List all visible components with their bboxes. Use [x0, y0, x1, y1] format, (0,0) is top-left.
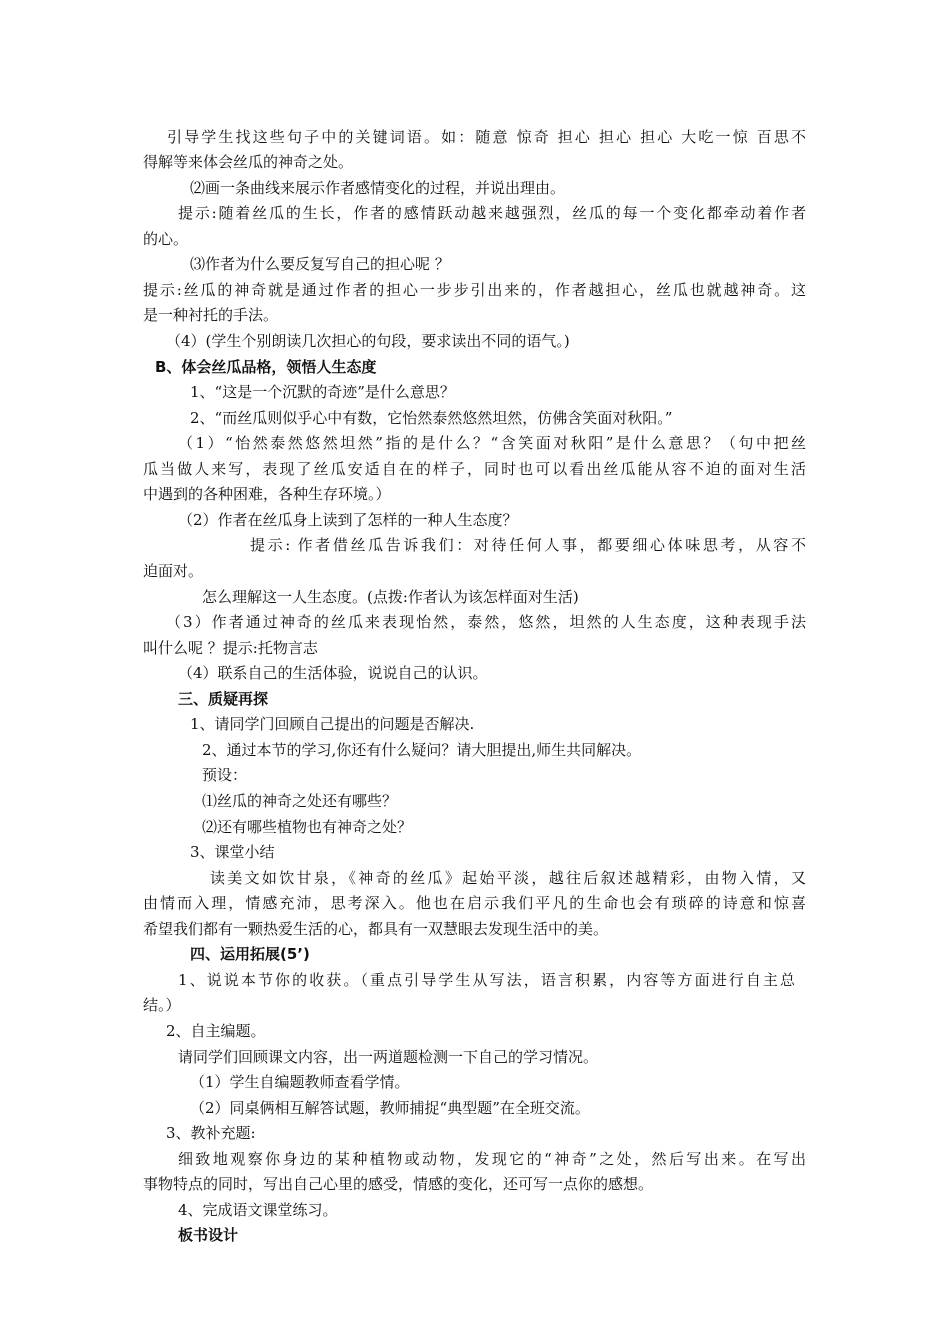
text-line: 是一种衬托的手法。 — [143, 306, 279, 324]
text-line: 4、完成语文课堂练习。 — [178, 1201, 338, 1219]
text-line: 请同学们回顾课文内容，出一两道题检测一下自己的学习情况。 — [178, 1048, 599, 1066]
text-line: 怎么理解这一人生态度。(点拨:作者认为该怎样面对生活) — [202, 588, 579, 606]
text-line: 瓜当做人来写，表现了丝瓜安适自在的样子，同时也可以看出丝瓜能从容不迫的面对生活 — [143, 460, 806, 478]
text-line: 中遇到的各种困难，各种生存环境。） — [143, 485, 391, 503]
text-line: 提示:丝瓜的神奇就是通过作者的担心一步步引出来的，作者越担心，丝瓜也就越神奇。这 — [143, 281, 806, 299]
text-line: 叫什么呢 ？提示:托物言志 — [143, 639, 318, 657]
section-heading: 板书设计 — [178, 1226, 239, 1244]
text-line: （1）学生自编题教师查看学情。 — [190, 1073, 410, 1091]
text-line: 引导学生找这些句子中的关键词语。如：随意 惊奇 担心 担心 担心 大吃一惊 百思不 — [167, 128, 806, 146]
text-line: （4）联系自己的生活体验，说说自己的认识。 — [178, 664, 488, 682]
text-line: 2、通过本节的学习,你还有什么疑问？请大胆提出,师生共同解决。 — [202, 741, 642, 759]
text-line: （2）作者在丝瓜身上读到了怎样的一种人生态度？ — [178, 511, 518, 529]
text-line: 细致地观察你身边的某种植物或动物，发现它的“神奇”之处，然后写出来。在写出 — [178, 1150, 806, 1168]
text-line: 2、自主编题。 — [166, 1022, 266, 1040]
text-line: 3、教补充题: — [166, 1124, 256, 1142]
text-line: 希望我们都有一颗热爱生活的心，都具有一双慧眼去发现生活中的美。 — [143, 920, 609, 938]
text-line: 结。） — [143, 996, 181, 1014]
text-line: 得解等来体会丝瓜的神奇之处。 — [143, 153, 354, 171]
text-line: 3、课堂小结 — [190, 843, 275, 861]
section-heading: 四、运用拓展(5’) — [190, 945, 310, 963]
text-line: 由情而入理，情感充沛，思考深入。他也在启示我们平凡的生命也会有琐碎的诗意和惊喜 — [143, 894, 806, 912]
section-heading: 三、质疑再探 — [178, 690, 269, 708]
text-line: 预设： — [202, 766, 248, 784]
text-line: 的心。 — [143, 230, 189, 248]
text-line: ⑵画一条曲线来展示作者感情变化的过程，并说出理由。 — [190, 179, 566, 197]
text-line: 事物特点的同时，写出自己心里的感受，情感的变化，还可写一点你的感想。 — [143, 1175, 654, 1193]
text-line: （1）“怡然泰然悠然坦然”指的是什么？“含笑面对秋阳”是什么意思？（句中把丝 — [178, 434, 806, 452]
text-line: 1、说说本节你的收获。（重点引导学生从写法，语言积累，内容等方面进行自主总 — [178, 971, 795, 989]
text-line: （3）作者通过神奇的丝瓜来表现怡然，泰然，悠然，坦然的人生态度，这种表现手法 — [166, 613, 806, 631]
text-line: 读美文如饮甘泉，《神奇的丝瓜》起始平淡，越往后叙述越精彩，由物入情，又 — [210, 869, 806, 887]
section-heading: B、体会丝瓜品格，领悟人生态度 — [155, 358, 377, 376]
text-line: （2）同桌俩相互解答试题，教师捕捉“典型题”在全班交流。 — [190, 1099, 590, 1117]
text-line: 提示: 作者借丝瓜告诉我们：对待任何人事，都要细心体味思考，从容不 — [250, 536, 806, 554]
text-line: 1、“这是一个沉默的奇迹”是什么意思？ — [190, 383, 455, 401]
text-line: 迫面对。 — [143, 562, 204, 580]
text-line: ⑴丝瓜的神奇之处还有哪些？ — [202, 792, 398, 810]
text-line: 1、请同学门回顾自己提出的问题是否解决. — [190, 715, 475, 733]
text-line: ⑵还有哪些植物也有神奇之处？ — [202, 818, 413, 836]
text-line: ⑶作者为什么要反复写自己的担心呢 ？ — [190, 255, 450, 273]
text-line: 提示:随着丝瓜的生长，作者的感情跃动越来越强烈，丝瓜的每一个变化都牵动着作者 — [178, 204, 806, 222]
text-line: （4）(学生个别朗读几次担心的句段，要求读出不同的语气。) — [166, 332, 570, 350]
text-line: 2、“而丝瓜则似乎心中有数，它怡然泰然悠然坦然，仿佛含笑面对秋阳。” — [190, 409, 673, 427]
